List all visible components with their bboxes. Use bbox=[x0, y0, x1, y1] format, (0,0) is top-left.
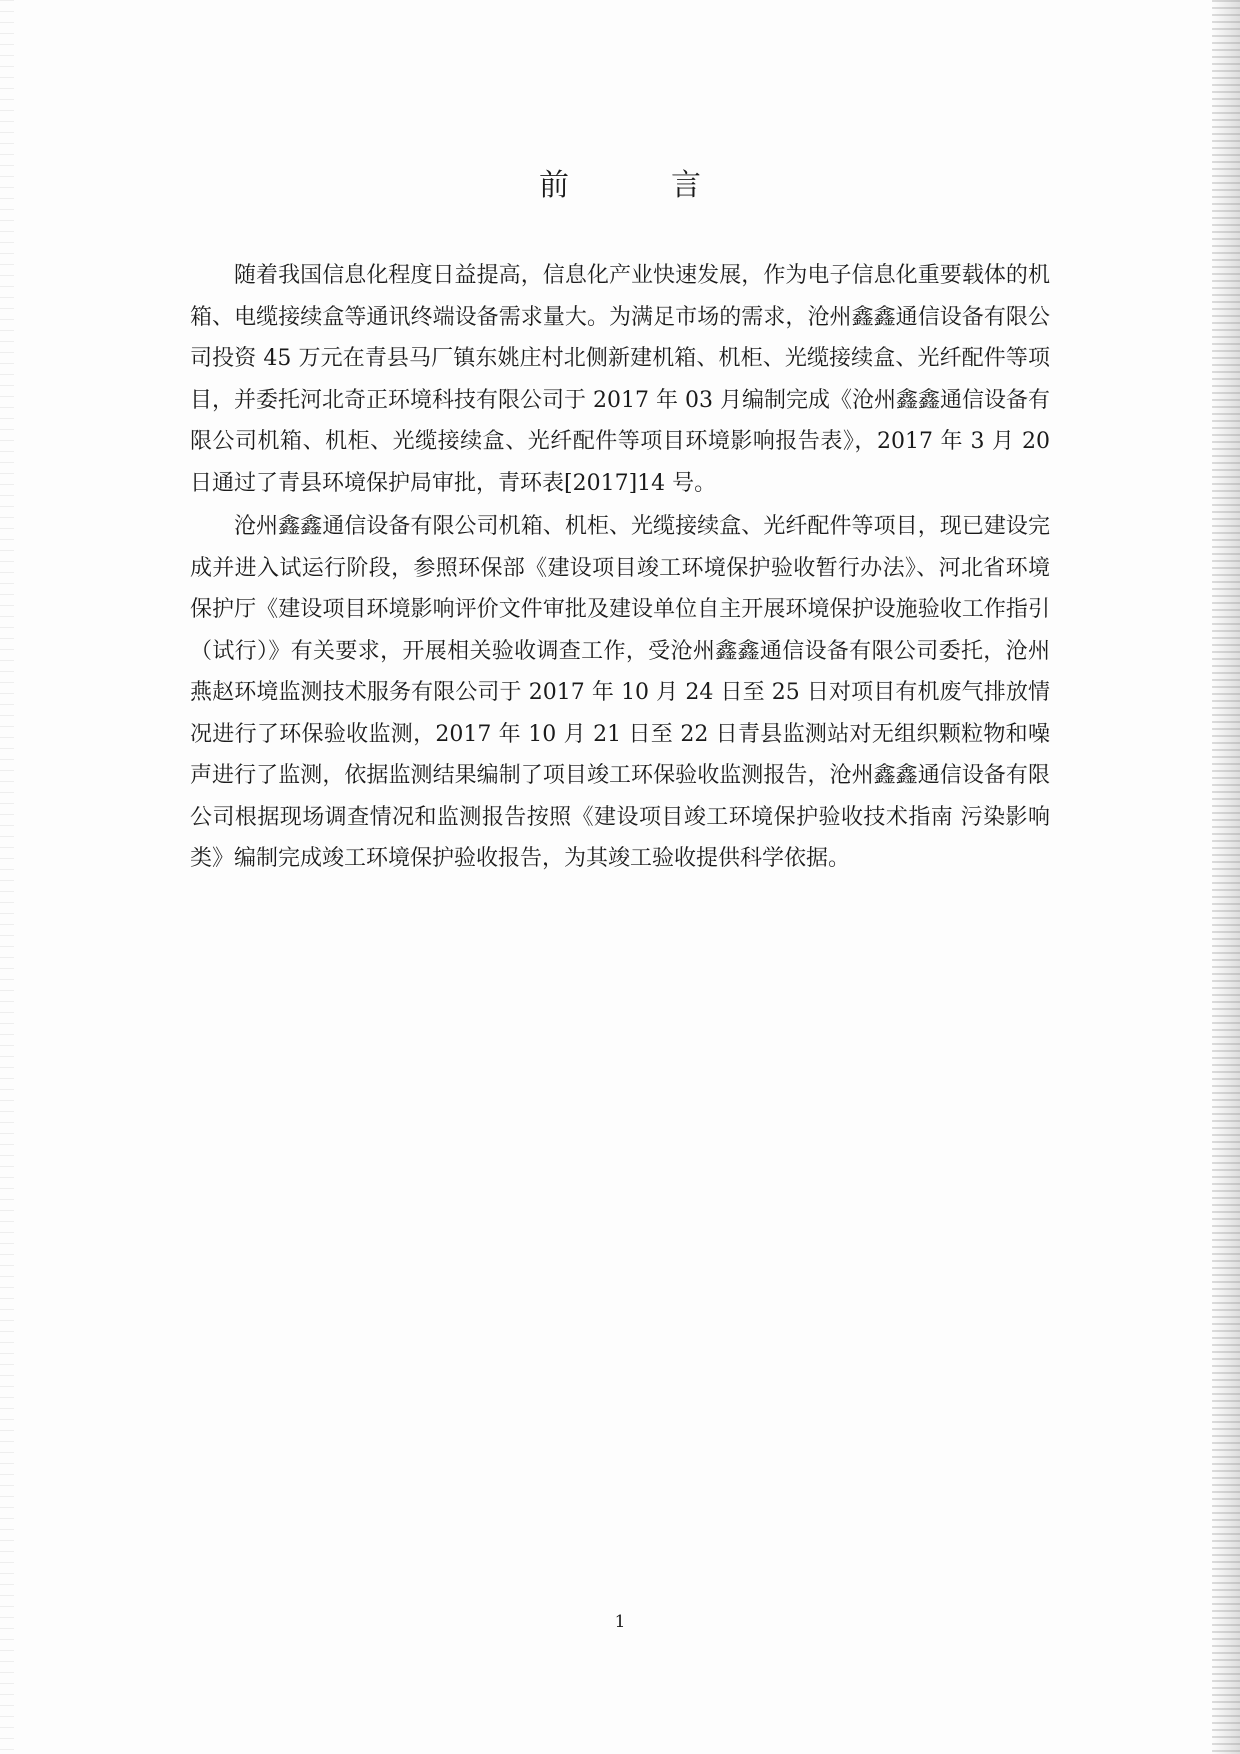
page-title: 前 言 bbox=[539, 168, 737, 203]
scan-edge-left bbox=[0, 0, 14, 1754]
body-text bbox=[190, 255, 1050, 882]
paragraph-2: 沧州鑫鑫通信设备有限公司机箱、机柜、光缆接续盒、光纤配件等项目，现已建设完成并进入试运行阶段，参照环保部《建设项目竣工环境保护验收暂行办法》、河北省环境保护厅《建设项目环境影响评价文件审批及建设单位自主开展环境保护设施验收工作指引（试行）》有关要求，开展相关验收调查工作，受沧州鑫鑫通信设备有限公司委托，沧州燕赵环境监测技术服务有限公司于 2017 年 10 月 24 日至 25 日对项目有机废气排放情况进行了环保验收监测，2017 年 10 月 21 日至 22 日青县监测站对无组织颗粒物和噪声进行了监测，依据监测结果编制了项目竣工环保验收监测报告，沧州鑫鑫通信设备有限公司根据现场调查情况和监测报告按照《建设项目竣工环境保护验收技术指南 污染影响类》编制完成竣工环境保护验收报告，为其竣工验收提供科学依据。 bbox=[190, 514, 1050, 871]
page-number: 1 bbox=[614, 1612, 626, 1632]
scan-edge-right bbox=[1212, 0, 1240, 1754]
paragraph-1: 随着我国信息化程度日益提高，信息化产业快速发展，作为电子信息化重要载体的机箱、电缆接续盒等通讯终端设备需求量大。为满足市场的需求，沧州鑫鑫通信设备有限公司投资 45 万元在青县马厂镇东姚庄村北侧新建机箱、机柜、光缆接续盒、光纤配件等项目，并委托河北奇正环境科技有限公司于 2017 年 03 月编制完成《沧州鑫鑫通信设备有限公司机箱、机柜、光缆接续盒、光纤配件等项目环境影响报告表》，2017 年 3 月 20 日通过了青县环境保护局审批，青环表[2017]14 号。 bbox=[190, 263, 1050, 496]
